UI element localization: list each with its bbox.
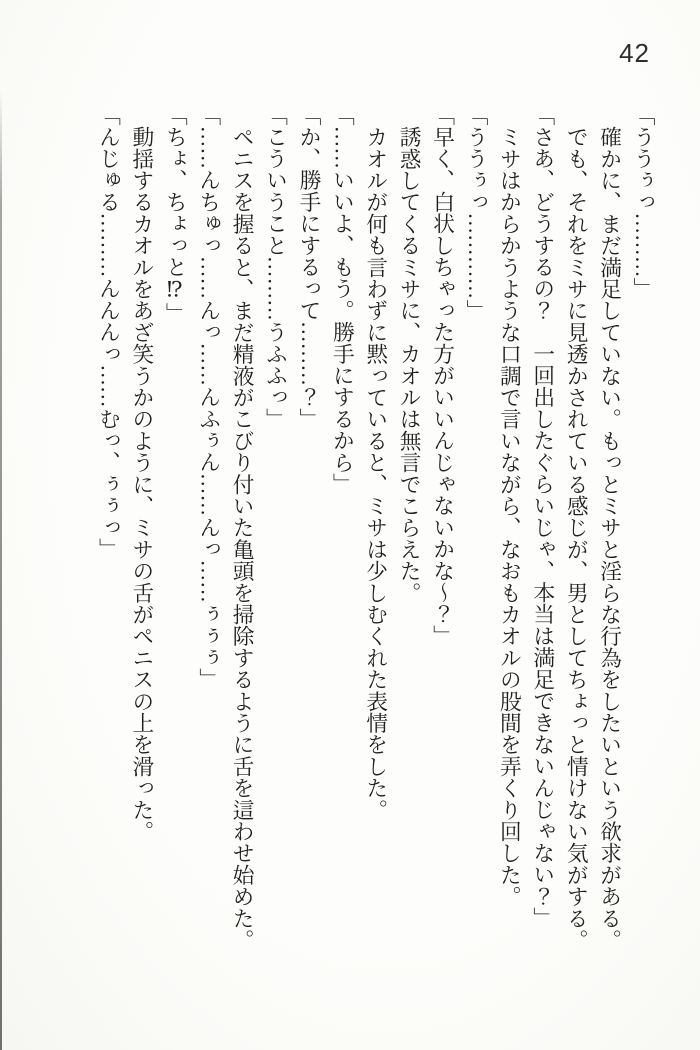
paragraph-narration: 確かに、まだ満足していない。もっとミサと淫らな行為をしたいという欲求がある。	[597, 125, 622, 951]
scan-edge-shadow	[0, 90, 2, 1050]
page-number: 42	[619, 38, 650, 68]
paragraph-dialogue: 「……んちゅっ……んっ……んふぅん……んっ……ぅぅぅ」	[196, 104, 221, 690]
paragraph-narration: でも、それをミサに見透かされている感じが、男としてちょっと情けない気がする。	[564, 125, 589, 951]
paragraph-dialogue: 「早く、白状しちゃった方がいいんじゃないかな～？」	[430, 104, 455, 647]
paragraph-narration: ペニスを握ると、まだ精液がこびり付いた亀頭を掃除するように舌を這わせ始めた。	[230, 125, 255, 951]
paragraph-dialogue: 「んじゅる………んんんっ……むっ、ぅぅっ」	[96, 104, 121, 560]
paragraph-narration: 動揺するカオルをあざ笑うかのように、ミサの舌がペニスの上を滑った。	[129, 125, 154, 842]
paragraph-narration: 誘惑してくるミサに、カオルは無言でこらえた。	[397, 125, 422, 604]
paragraph-dialogue: 「さあ、どうするの？ 一回出したぐらいじゃ、本当は満足できないんじゃない？」	[530, 104, 555, 929]
paragraph-dialogue: 「ううぅっ………」	[631, 104, 655, 300]
text-block	[91, 104, 659, 956]
paragraph-dialogue: 「か、勝手にするって………？」	[296, 104, 321, 430]
paragraph-dialogue: 「……いいよ、もう。勝手にするから」	[330, 104, 355, 495]
paragraph-narration: カオルが何も言わずに黙っていると、ミサは少しむくれた表情をした。	[363, 125, 388, 821]
paragraph-narration: ミサはからかうような口調で言いながら、なおもカオルの股間を弄くり回した。	[497, 125, 522, 907]
paragraph-dialogue: 「ちょ、ちょっと⁉」	[163, 104, 188, 325]
paragraph-dialogue: 「こういうこと………うふふっ」	[263, 104, 288, 430]
paragraph-dialogue: 「ううぅっ…………」	[463, 104, 488, 321]
